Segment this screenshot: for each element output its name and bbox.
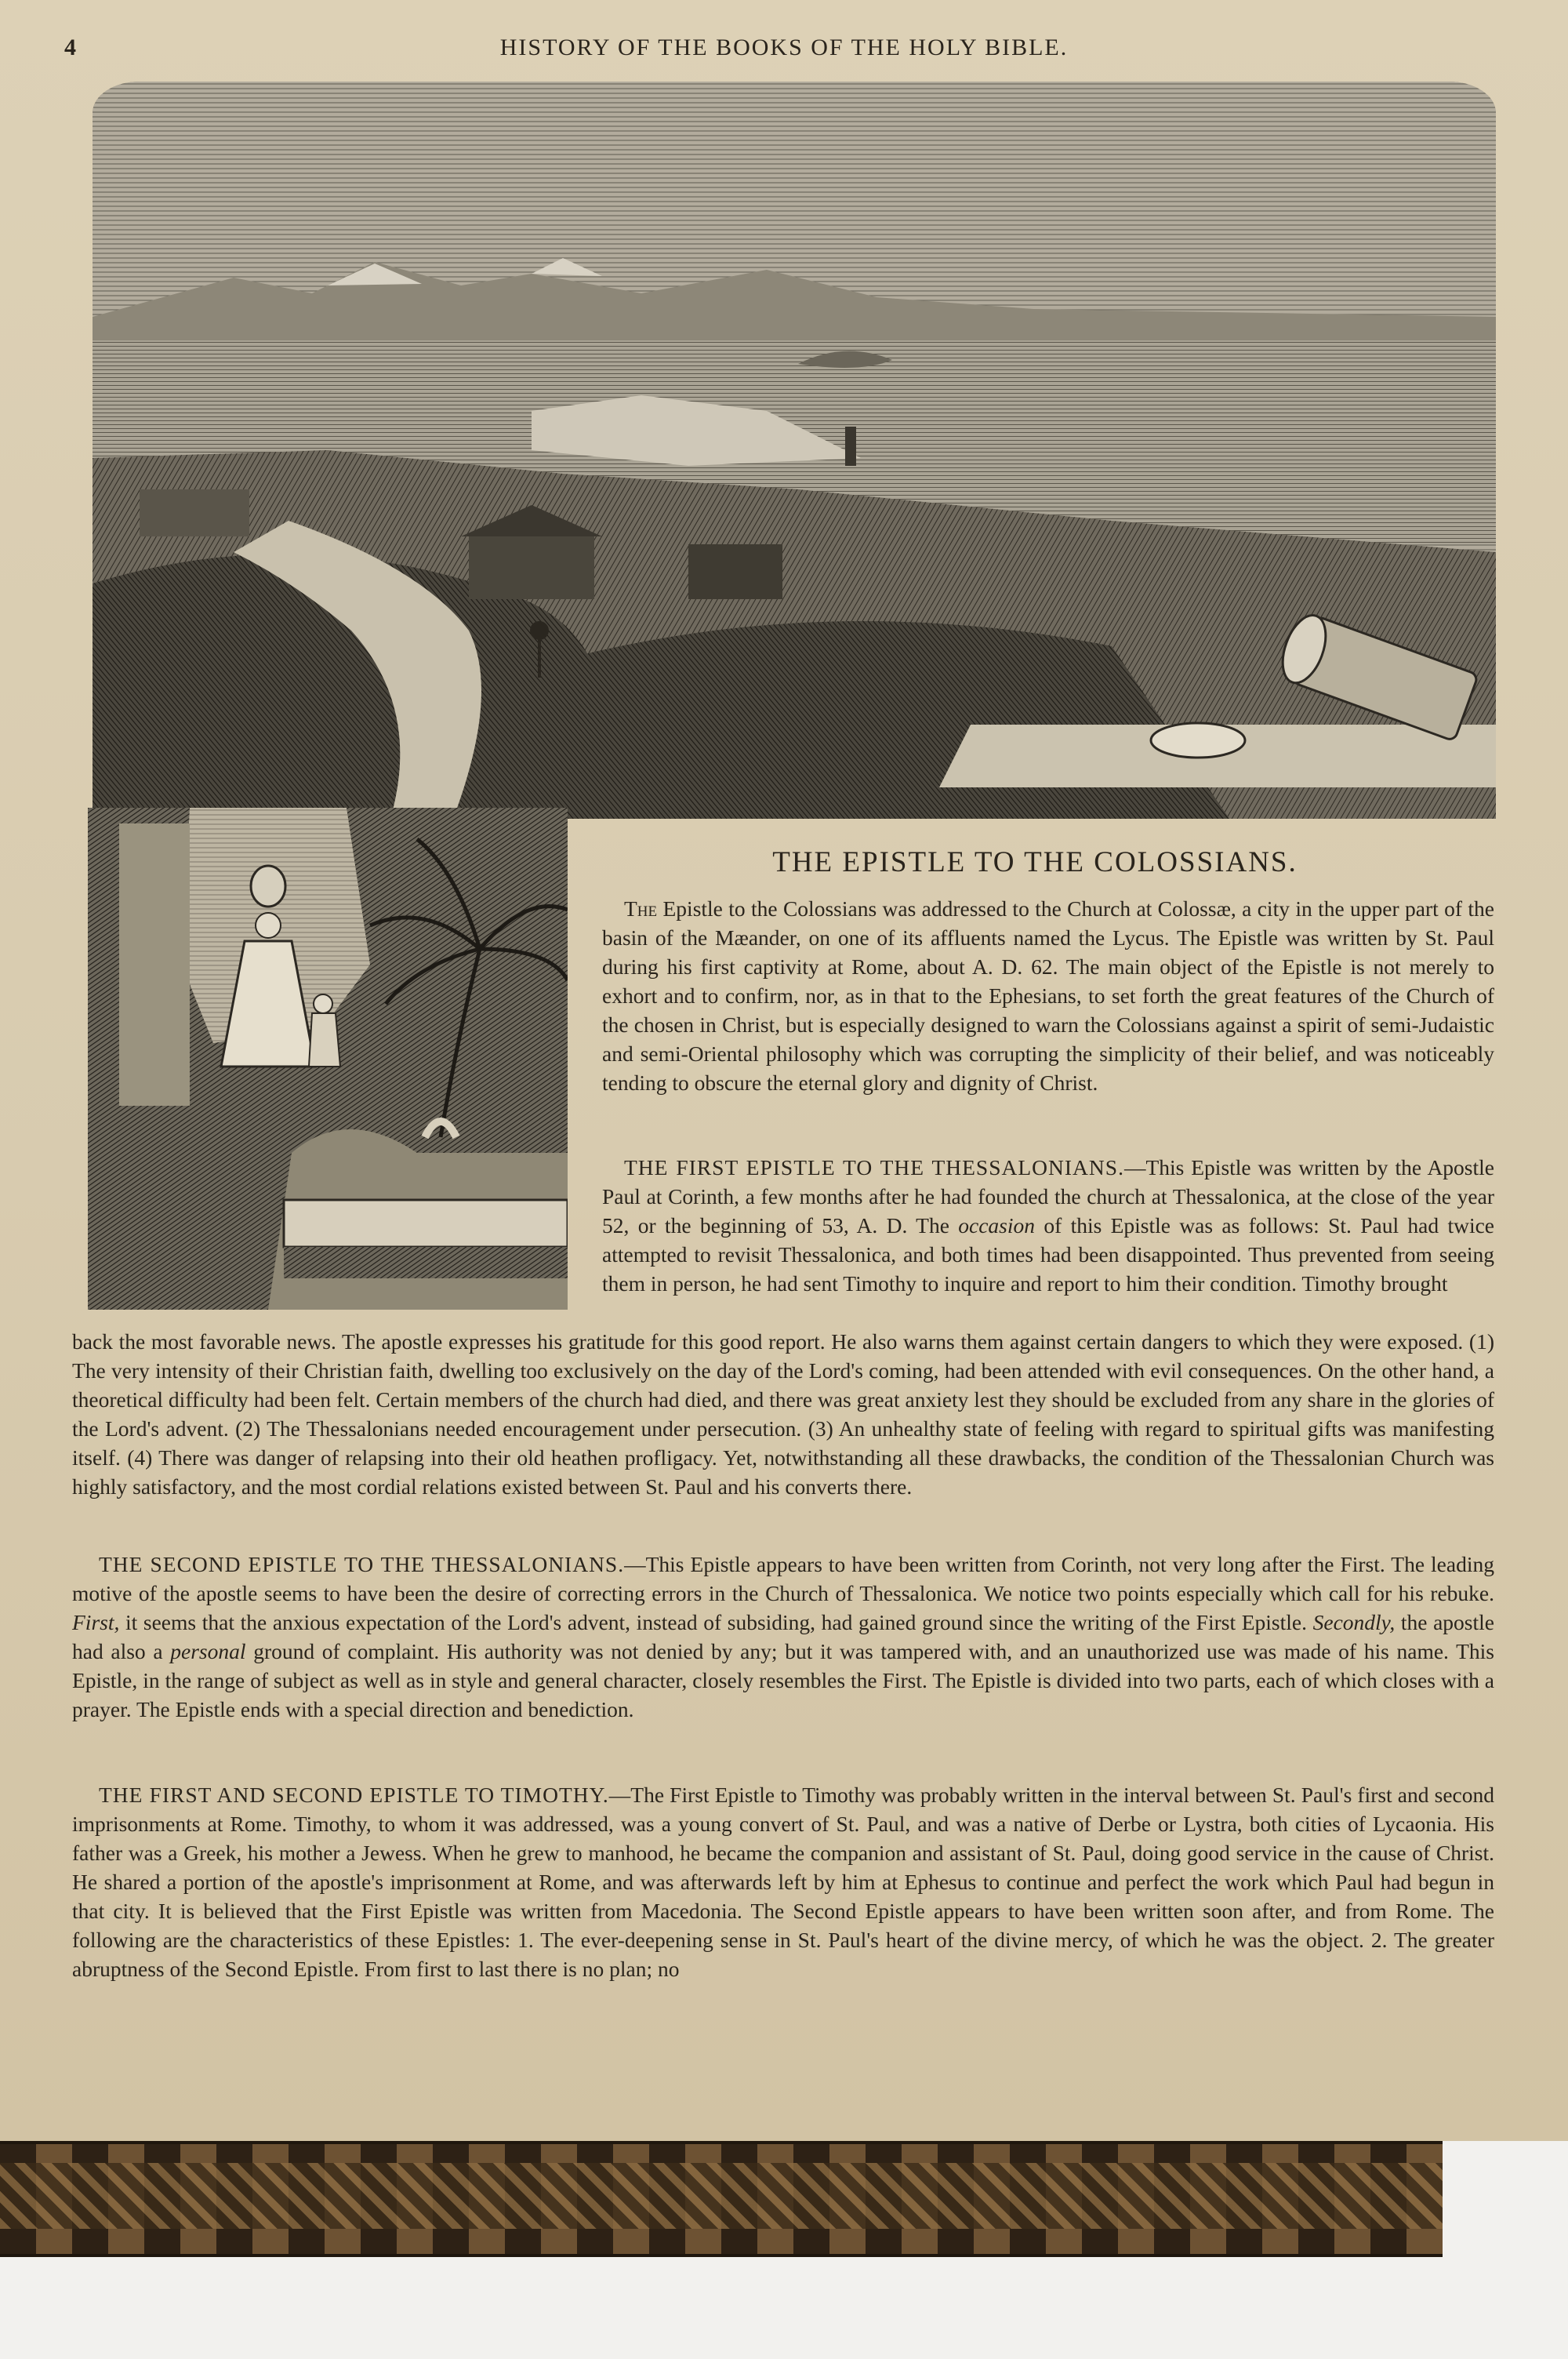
second-thessalonians-body-4: ground of complaint. His authority was not denied by any; but it was tampered with, and an unauthorized use was made of his name. This Epistle, in the range of subject as well as in style and general character, closely resembles the First. The Epistle is divided into two parts, each of which closes with a prayer. The Epistle ends with a special direction and benediction. xyxy=(72,1639,1495,1721)
first-word: First, xyxy=(72,1610,120,1634)
colossians-paragraph xyxy=(602,894,1494,1097)
running-title: HISTORY OF THE BOOKS OF THE HOLY BIBLE. xyxy=(499,35,1069,60)
second-thessalonians-body-1: —This Epistle appears to have been written from Corinth, not very long after the First. The leading motive of the apostle seems to have been the desire of correcting errors in the Church of Thessalonica. We notice two points especially which call for his rebuke. xyxy=(72,1552,1494,1605)
first-thessalonians-paragraph xyxy=(602,1153,1494,1298)
occasion-word: occasion xyxy=(958,1213,1036,1238)
woman-with-child-and-palm-illustration-icon xyxy=(88,808,568,1310)
second-thessalonians-body-2: it seems that the anxious expectation of the Lord's advent, instead of subsiding, had gained ground since the writing of the First Epistle. xyxy=(119,1610,1313,1634)
timothy-body: —The First Epistle to Timothy was probably written in the interval between St. Paul's first and second imprisonments at Rome. Timothy, to whom it was addressed, was a young convert of St. Paul, and was a native of Derbe or Lystra, both cities of Lycaonia. His father was a Greek, his mother a Jewess. When he grew to manhood, he became the companion and assistant of St. Paul, doing good service in the cause of Christ. He shared a portion of the apostle's imprisonment at Rome, and was afterwards left by him at Ephesus to continue and perfect the work which Paul had begun in that city. It is believed that the First Epistle was written from Macedonia. The Second Epistle appears to have been written soon after, and from Rome. The following are the characteristics of these Epistles: 1. The ever-deepening sense in St. Paul's heart of the divine mercy, of which he was the object. 2. The greater abruptness of the Second Epistle. From first to last there is no plan; no xyxy=(72,1783,1494,1981)
timothy-paragraph xyxy=(72,1780,1494,1983)
second-thessalonians-heading: THE SECOND EPISTLE TO THE THESSALONIANS. xyxy=(99,1552,625,1576)
colossians-body: Epistle to the Colossians was addressed to the Church at Colossæ, a city in the upper part of the basin of the Mæander, on one of its affluents named the Lycus. The Epistle was written by St. Paul during his first captivity at Rome, about A. D. 62. The main object of the Epistle is not merely to exhort and to confirm, nor, as in that to the Ephesians, to set forth the great features of the Church of the chosen in Christ, but is especially designed to warn the Colossians against a spirit of semi-Judaistic and semi-Oriental philosophy which was corrupting the simplicity of their belief, and was noticeably tending to obscure the eternal glory and dignity of Christ. xyxy=(602,896,1494,1095)
first-thessalonians-body-2: of this Epistle was as follows: St. Paul had twice attempted to revisit Thessalonica, and both times had been disappointed. Thus prevented from seeing them in person, he had sent Timothy to inquire and report to him their condition. Timothy brought xyxy=(602,1213,1495,1296)
colossians-title: THE EPISTLE TO THE COLOSSIANS. xyxy=(772,846,1298,878)
second-thessalonians-body-3: the apostle had also a xyxy=(72,1610,1494,1663)
first-thessalonians-continued: back the most favorable news. The apostle expresses his gratitude for this good report. He also warns them against certain dangers to which they were exposed. (1) The very intensity of their Christian faith, dwelling too exclusively on the day of the Lord's coming, had been attended with evil consequences. On the other hand, a theoretical difficulty had been felt. Certain members of the church had died, and there was great anxiety lest they should be excluded from any share in the glories of the Lord's advent. (2) The Thessalonians needed encouragement under persecution. (3) An unhealthy state of feeling with regard to spiritual gifts was manifesting itself. (4) There was danger of relapsing into their old heathen profligacy. Yet, notwithstanding all these drawbacks, the condition of the Thessalonian Church was highly satisfactory, and the most cordial relations existed between St. Paul and his converts there. xyxy=(72,1329,1494,1499)
engraved-landscape-illustration-icon xyxy=(93,82,1496,819)
cover-decorative-band xyxy=(0,2163,1443,2229)
first-thessalonians-heading: THE FIRST EPISTLE TO THE THESSALONIANS. xyxy=(624,1155,1124,1180)
timothy-heading: THE FIRST AND SECOND EPISTLE TO TIMOTHY. xyxy=(99,1783,609,1807)
personal-word: personal xyxy=(170,1639,246,1663)
secondly-word: Secondly, xyxy=(1312,1610,1396,1634)
second-thessalonians-paragraph xyxy=(72,1550,1494,1724)
colossians-lead-word: The xyxy=(624,896,658,921)
page-number: 4 xyxy=(64,35,76,60)
first-thessalonians-body-1: —This Epistle was written by the Apostle Paul at Corinth, a few months after he had founded the church at Thessalonica, at the close of the year 52, or the beginning of 53, A. D. The xyxy=(602,1155,1494,1238)
